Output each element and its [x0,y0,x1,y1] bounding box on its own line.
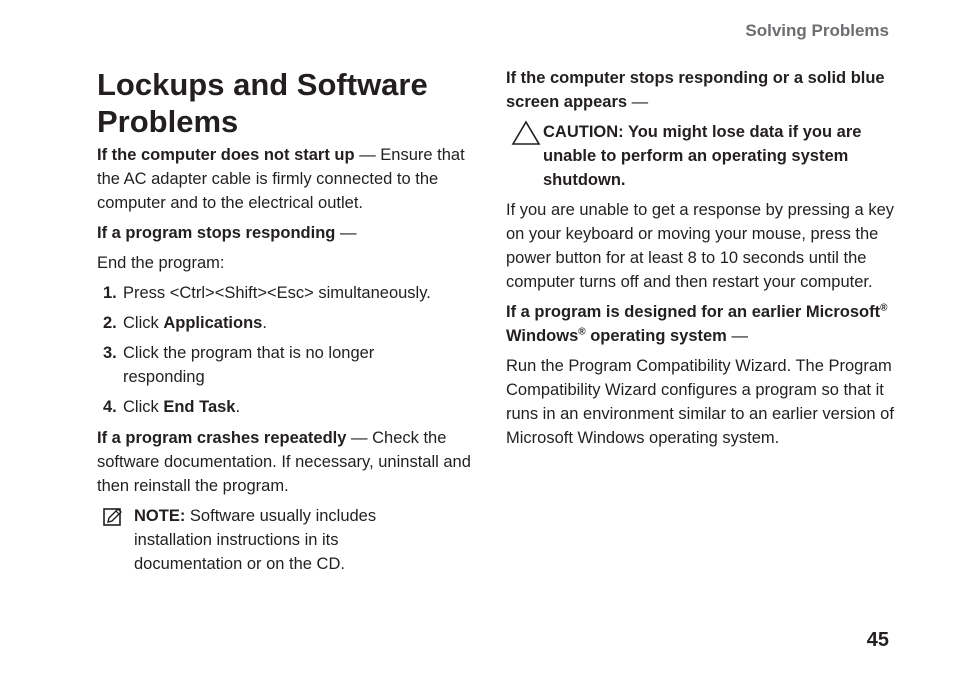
heading-start-up: If the computer does not start up [97,146,355,164]
heading-blue-screen-text: If the computer stops responding or a solid blue screen appears [506,69,885,111]
registered-mark: ® [578,326,586,338]
running-header: Solving Problems [745,21,889,40]
note-label: NOTE: [134,507,186,525]
heading-text-c: operating system [585,327,727,345]
paragraph-power-button: If you are unable to get a response by pressing a key on your keyboard or moving your mouse, press the power button for at least 8 to 10 seconds until the computer turns off and then restart your computer. [506,201,894,291]
paragraph-stops-responding [97,221,482,245]
heading-blue-screen [506,66,894,114]
step-number: 2. [103,314,117,332]
note-text: Software usually includes installation instructions in its documentation or on the CD. [134,507,377,573]
list-item [97,341,423,389]
paragraph-crashes [97,426,482,498]
heading-stops-responding: If a program stops responding [97,224,336,242]
heading-text-b: Windows [506,327,579,345]
step-number: 1. [103,284,117,302]
step-after: . [262,314,267,332]
caution-triangle-icon [511,120,541,146]
paragraph-end-program: End the program: [97,254,225,272]
step-text: Click [123,398,164,416]
page-number: 45 [866,629,889,651]
heading-text-a: If a program is designed for an earlier Microsoft [506,303,881,321]
list-item [97,311,482,335]
step-number: 3. [103,344,117,362]
step-number: 4. [103,398,117,416]
dash: — [726,327,748,345]
dash: — [335,224,357,242]
text-start-up: — Ensure that the AC adapter cable is firmly connected to the computer and to the electrical outlet. [97,146,465,212]
text-crashes: — Check the software documentation. If necessary, uninstall and then reinstall the program. [97,429,471,495]
step-text: Press <Ctrl><Shift><Esc> simultaneously. [123,284,431,302]
heading-earlier-windows [506,300,894,348]
list-item [97,395,482,419]
dash: — [627,93,649,111]
heading-crashes: If a program crashes repeatedly [97,429,347,447]
step-bold: End Task [163,398,236,416]
caution-box [506,120,894,192]
registered-mark: ® [880,302,888,314]
step-text: Click [123,314,164,332]
page-title: Lockups and Software Problems [97,67,428,139]
left-column [97,143,482,576]
step-text: Click the program that is no longer responding [123,344,375,386]
note-pencil-icon [103,507,123,527]
paragraph-start-up [97,143,482,215]
step-after: . [235,398,241,416]
paragraph-compat-wizard: Run the Program Compatibility Wizard. The Program Compatibility Wizard configures a program so that it runs in an environment similar to an earlier version of Microsoft Windows operating system. [506,357,894,447]
step-bold: Applications [163,314,263,332]
right-column [506,66,894,456]
list-item [97,281,482,305]
caution-text: CAUTION: You might lose data if you are unable to perform an operating system shutdown. [543,123,862,189]
note-box [97,504,404,576]
